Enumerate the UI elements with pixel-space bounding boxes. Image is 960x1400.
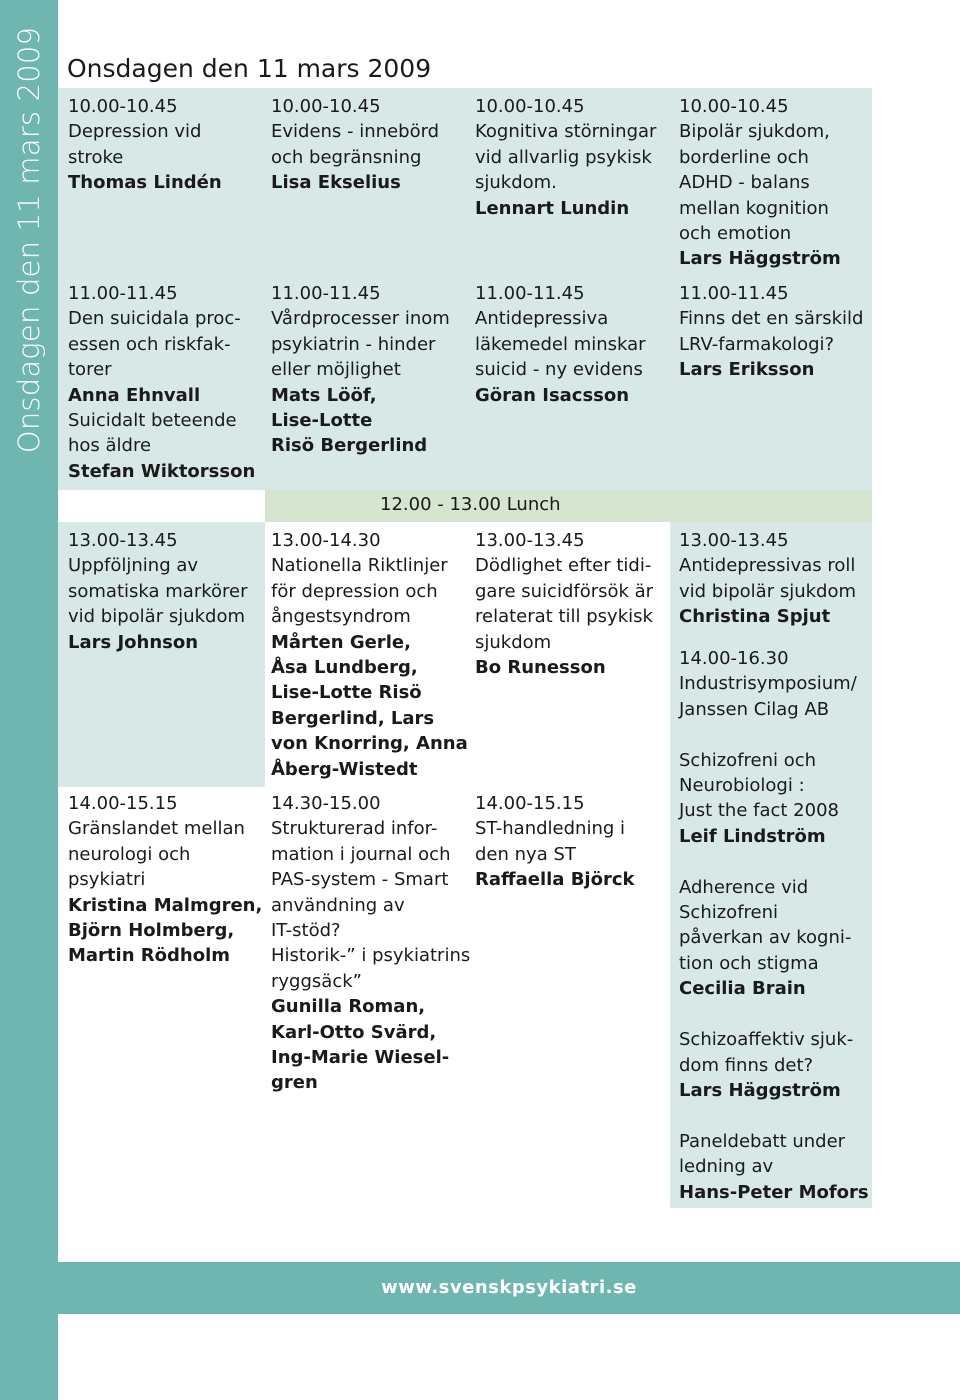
session-text: vid allvarlig psykisk (475, 146, 652, 168)
session-text: Schizofreni (679, 902, 779, 924)
session-text: borderline och (679, 146, 809, 168)
session-text: IT-stöd? (271, 920, 341, 942)
session-text: Suicidalt beteende (68, 410, 237, 432)
lunch-label: 12.00 - 13.00 Lunch (380, 494, 561, 515)
sidebar-date-title: Onsdagen den 11 mars 2009 (12, 26, 46, 454)
speaker-name: Mårten Gerle, (271, 631, 411, 653)
speaker-name: Lars Eriksson (679, 359, 815, 381)
session-text: Janssen Cilag AB (679, 698, 830, 720)
session-cell (271, 528, 468, 782)
speaker-name: Lars Häggström (679, 1079, 841, 1101)
session-time: 10.00-10.45 (475, 96, 585, 117)
speaker-name: Lisa Ekselius (271, 172, 401, 194)
session-time: 10.00-10.45 (271, 96, 381, 117)
speaker-name: Christina Spjut (679, 606, 831, 628)
session-time: 11.00-11.45 (271, 283, 381, 304)
speaker-name: Ing-Marie Wiesel- (271, 1047, 450, 1069)
session-time: 14.00-15.15 (68, 793, 178, 814)
session-text: Strukturerad infor- (271, 818, 438, 840)
session-text: Depression vid (68, 121, 202, 143)
speaker-name: Karl-Otto Svärd, (271, 1021, 437, 1043)
session-text: Nationella Riktlinjer (271, 555, 448, 577)
session-time: 13.00-14.30 (271, 530, 381, 551)
session-text: Kognitiva störningar (475, 121, 657, 143)
footer-website-link[interactable]: www.svenskpsykiatri.se (381, 1277, 637, 1298)
session-text: Den suicidala proc- (68, 308, 241, 330)
session-text: Uppföljning av (68, 555, 199, 577)
session-text: ångestsyndrom (271, 606, 411, 628)
session-text: mation i journal och (271, 843, 451, 865)
session-text: hos äldre (68, 435, 152, 457)
speaker-name: Bo Runesson (475, 657, 606, 679)
session-text: Just the fact 2008 (679, 800, 839, 822)
session-text: Evidens - innebörd (271, 121, 440, 143)
session-text: somatiska markörer (68, 580, 248, 602)
session-cell (475, 528, 653, 680)
session-text: ryggsäck” (271, 970, 362, 992)
session-cell (68, 281, 255, 484)
speaker-name: Cecilia Brain (679, 978, 806, 1000)
session-text: Bipolär sjukdom, (679, 121, 830, 143)
speaker-name: Kristina Malmgren, (68, 894, 263, 916)
session-text: PAS-system - Smart (271, 869, 449, 891)
session-cell (679, 646, 869, 1205)
session-text: påverkan av kogni- (679, 927, 852, 949)
session-text (679, 849, 869, 874)
session-text: Dödlighet efter tidi- (475, 555, 652, 577)
speaker-name: Björn Holmberg, (68, 920, 235, 942)
session-text: eller möjlighet (271, 359, 401, 381)
session-text: och begränsning (271, 146, 422, 168)
session-cell (679, 94, 841, 272)
session-text: den nya ST (475, 843, 576, 865)
speaker-name: Hans-Peter Mofors (679, 1181, 869, 1203)
session-cell (68, 528, 248, 655)
session-cell (68, 791, 262, 969)
speaker-name: Raffaella Björck (475, 869, 635, 891)
speaker-name: Lars Häggström (679, 248, 841, 270)
page-title: Onsdagen den 11 mars 2009 (67, 54, 432, 83)
session-text: LRV-farmakologi? (679, 333, 835, 355)
session-time: 11.00-11.45 (475, 283, 585, 304)
session-text: dom finns det? (679, 1054, 814, 1076)
session-text: Schizofreni och (679, 749, 817, 771)
speaker-name: Lars Johnson (68, 631, 199, 653)
session-text: psykiatri (68, 869, 146, 891)
session-text: relaterat till psykisk (475, 606, 653, 628)
session-text: suicid - ny evidens (475, 359, 643, 381)
session-text: tion och stigma (679, 952, 819, 974)
speaker-name: Risö Bergerlind (271, 435, 428, 457)
speaker-name: Lise-Lotte (271, 410, 373, 432)
session-text: torer (68, 359, 112, 381)
session-cell (475, 281, 646, 408)
speaker-name: Göran Isacsson (475, 384, 630, 406)
session-text: sjukdom. (475, 172, 557, 194)
session-text: vid bipolär sjukdom (679, 580, 857, 602)
session-cell (271, 791, 470, 1096)
speaker-name: von Knorring, Anna (271, 733, 468, 755)
speaker-name: gren (271, 1072, 318, 1094)
speaker-name: Thomas Lindén (68, 172, 222, 194)
session-text: läkemedel minskar (475, 333, 646, 355)
session-cell (679, 528, 856, 630)
session-text: neurologi och (68, 843, 191, 865)
session-text: mellan kognition (679, 197, 829, 219)
session-time: 10.00-10.45 (68, 96, 178, 117)
lunch-bar (265, 490, 872, 522)
speaker-name: Martin Rödholm (68, 945, 231, 967)
session-text: Finns det en särskild (679, 308, 864, 330)
session-time: 11.00-11.45 (68, 283, 178, 304)
session-text: Industrisymposium/ (679, 673, 857, 695)
speaker-name: Åsa Lundberg, (271, 657, 418, 679)
session-text: Antidepressivas roll (679, 555, 856, 577)
session-time: 14.00-15.15 (475, 793, 585, 814)
session-time: 13.00-13.45 (475, 530, 585, 551)
session-text: sjukdom (475, 631, 552, 653)
session-text: Neurobiologi : (679, 775, 805, 797)
session-text: stroke (68, 146, 124, 168)
session-text: och emotion (679, 223, 792, 245)
speaker-name: Stefan Wiktorsson (68, 460, 256, 482)
speaker-name: Mats Lööf, (271, 384, 377, 406)
speaker-name: Anna Ehnvall (68, 384, 201, 406)
speaker-name: Lennart Lundin (475, 197, 630, 219)
session-cell (475, 791, 634, 893)
session-time: 11.00-11.45 (679, 283, 789, 304)
session-text: vid bipolär sjukdom (68, 606, 246, 628)
session-text: för depression och (271, 580, 438, 602)
session-text: ST-handledning i (475, 818, 626, 840)
session-text: Paneldebatt under (679, 1130, 846, 1152)
session-text: ADHD - balans (679, 172, 810, 194)
session-text: essen och riskfak- (68, 333, 231, 355)
session-text: Gränslandet mellan (68, 818, 245, 840)
session-cell (271, 281, 450, 459)
session-text: Adherence vid (679, 876, 809, 898)
session-text (679, 1002, 869, 1027)
speaker-name: Åberg-Wistedt (271, 758, 418, 780)
speaker-name: Bergerlind, Lars (271, 707, 435, 729)
session-time: 14.00-16.30 (679, 648, 789, 669)
session-text (679, 1103, 869, 1128)
session-time: 13.00-13.45 (679, 530, 789, 551)
session-time: 13.00-13.45 (68, 530, 178, 551)
session-text: Historik-” i psykiatrins (271, 945, 471, 967)
session-time: 14.30-15.00 (271, 793, 381, 814)
session-cell (475, 94, 656, 221)
session-time: 10.00-10.45 (679, 96, 789, 117)
speaker-name: Gunilla Roman, (271, 996, 426, 1018)
session-text: användning av (271, 894, 405, 916)
session-text (679, 722, 869, 747)
speaker-name: Lise-Lotte Risö (271, 682, 422, 704)
session-text: gare suicidförsök är (475, 580, 654, 602)
session-text: Schizoaffektiv sjuk- (679, 1029, 854, 1051)
session-text: psykiatrin - hinder (271, 333, 436, 355)
session-text: ledning av (679, 1156, 774, 1178)
session-cell (68, 94, 222, 196)
session-text: Antidepressiva (475, 308, 609, 330)
session-text: Vårdprocesser inom (271, 308, 450, 330)
session-cell (271, 94, 439, 196)
speaker-name: Leif Lindström (679, 825, 826, 847)
sidebar-band (0, 0, 58, 1400)
session-cell (679, 281, 863, 383)
